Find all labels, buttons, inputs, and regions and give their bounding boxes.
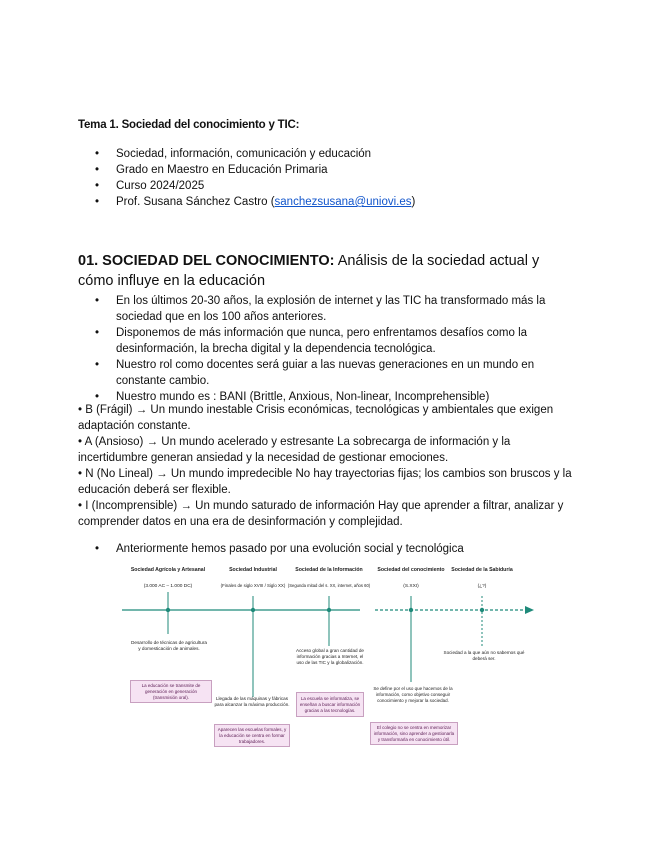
bani-i: • I (Incomprensible) → Un mundo saturado de información Hay que aprender a filtrar, analizar y comprender datos en una era de desinformación y complejidad. xyxy=(78,500,564,528)
stage-marker xyxy=(480,596,484,646)
stage-label: Sociedad Industrial xyxy=(229,567,277,573)
header-item: • Sociedad, información, comunicación y educación xyxy=(95,146,575,162)
document-title: Tema 1. Sociedad del conocimiento y TIC: xyxy=(78,119,300,131)
bani-b: • B (Frágil) → Un mundo inestable Crisis económicas, tecnológicas y ambientales que exigen adaptación constante. xyxy=(78,404,554,432)
stage-date: (Finales de siglo XVIII / Siglo XX) xyxy=(220,583,286,588)
professor-suffix: ) xyxy=(411,196,416,208)
intro-item: • En los últimos 20-30 años, la explosión de internet y las TIC ha transformado más la sociedad que en los 100 años anteriores. xyxy=(95,293,575,325)
stage-description: Llegada de las máquinas y fábricas para alcanzar la máxima producción. xyxy=(214,696,290,707)
stage-date: (S.XXI) xyxy=(403,584,419,589)
stage-description: Desarrollo de técnicas de agricultura y domesticación de animales. xyxy=(130,640,208,651)
bani-a: • A (Ansioso) → Un mundo acelerado y estresante La sobrecarga de información y la incertidumbre generan ansiedad y la necesidad de gestionar emociones. xyxy=(78,436,511,464)
stage-label: Sociedad Agrícola y Artesanal xyxy=(130,567,206,573)
stage-date: (Segunda mitad del s. XX, internet, años 60) xyxy=(287,583,371,588)
evolution-timeline xyxy=(120,562,540,757)
stage-date: (¿?) xyxy=(477,584,487,589)
section-subtitle: Análisis de la sociedad actual y cómo influye en la educación xyxy=(78,253,540,289)
stage-description: Sociedad a la que aún no sabemos qué deberá ser. xyxy=(443,650,525,661)
intro-item: • Nuestro mundo es : BANI (Brittle, Anxious, Non-linear, Incomprehensible) xyxy=(95,389,575,405)
stage-marker xyxy=(251,596,255,697)
intro-item: • Disponemos de más información que nunca, pero enfrentamos desafíos como la desinformación, la brecha digital y la dependencia tecnológica. xyxy=(95,325,575,357)
section-heading xyxy=(78,251,568,291)
stage-marker xyxy=(409,596,413,682)
stage-label: Sociedad del conocimiento xyxy=(377,567,445,573)
education-note: Aparecen las escuelas formales, y la educación se centra en formar trabajadores. xyxy=(214,724,290,756)
stage-label: Sociedad de la Sabiduría xyxy=(451,567,513,573)
stage-description: Acceso global a gran cantidad de información gracias a Internet, el uso de las TIC y la globalización. xyxy=(296,648,364,665)
bani-explanation xyxy=(78,402,578,530)
professor-item xyxy=(95,194,575,210)
intro-list xyxy=(95,293,575,405)
header-item: • Curso 2024/2025 xyxy=(95,178,575,194)
bani-n: • N (No Lineal) → Un mundo impredecible No hay trayectorias fijas; los cambios son bruscos y la educación deberá ser flexible. xyxy=(78,468,572,496)
header-info-list xyxy=(95,146,575,210)
stage-marker xyxy=(327,596,331,646)
education-note: La educación se transmite de generación en generación (transmisión oral). xyxy=(130,680,212,708)
education-note: La escuela se informatiza, se enseñan a buscar información gracias a las tecnologías. xyxy=(296,692,364,742)
professor-prefix: Prof. Susana Sánchez Castro ( xyxy=(116,196,275,208)
stage-date: (3.000 AC – 1.000 DC) xyxy=(143,584,193,589)
stage-label: Sociedad de la Información xyxy=(295,567,363,573)
education-note: El colegio no se centra en memorizar información, sino aprender a gestionarla y transformarla en conocimiento útil. xyxy=(370,722,458,754)
evolution-list xyxy=(95,541,575,557)
header-item: • Grado en Maestro en Educación Primaria xyxy=(95,162,575,178)
timeline-arrow-icon xyxy=(525,606,534,614)
stage-description: Se define por el uso que hacemos de la información, como objetivo conseguir conocimiento y mejorar la sociedad. xyxy=(373,686,453,703)
professor-email-link[interactable]: sanchezsusana@uniovi.es xyxy=(274,196,412,208)
stage-marker xyxy=(166,592,170,634)
intro-item: • Nuestro rol como docentes será guiar a las nuevas generaciones en un mundo en constante cambio. xyxy=(95,357,575,389)
evolution-item: • Anteriormente hemos pasado por una evolución social y tecnológica xyxy=(95,541,575,557)
section-number-title: 01. SOCIEDAD DEL CONOCIMIENTO: xyxy=(78,253,335,269)
